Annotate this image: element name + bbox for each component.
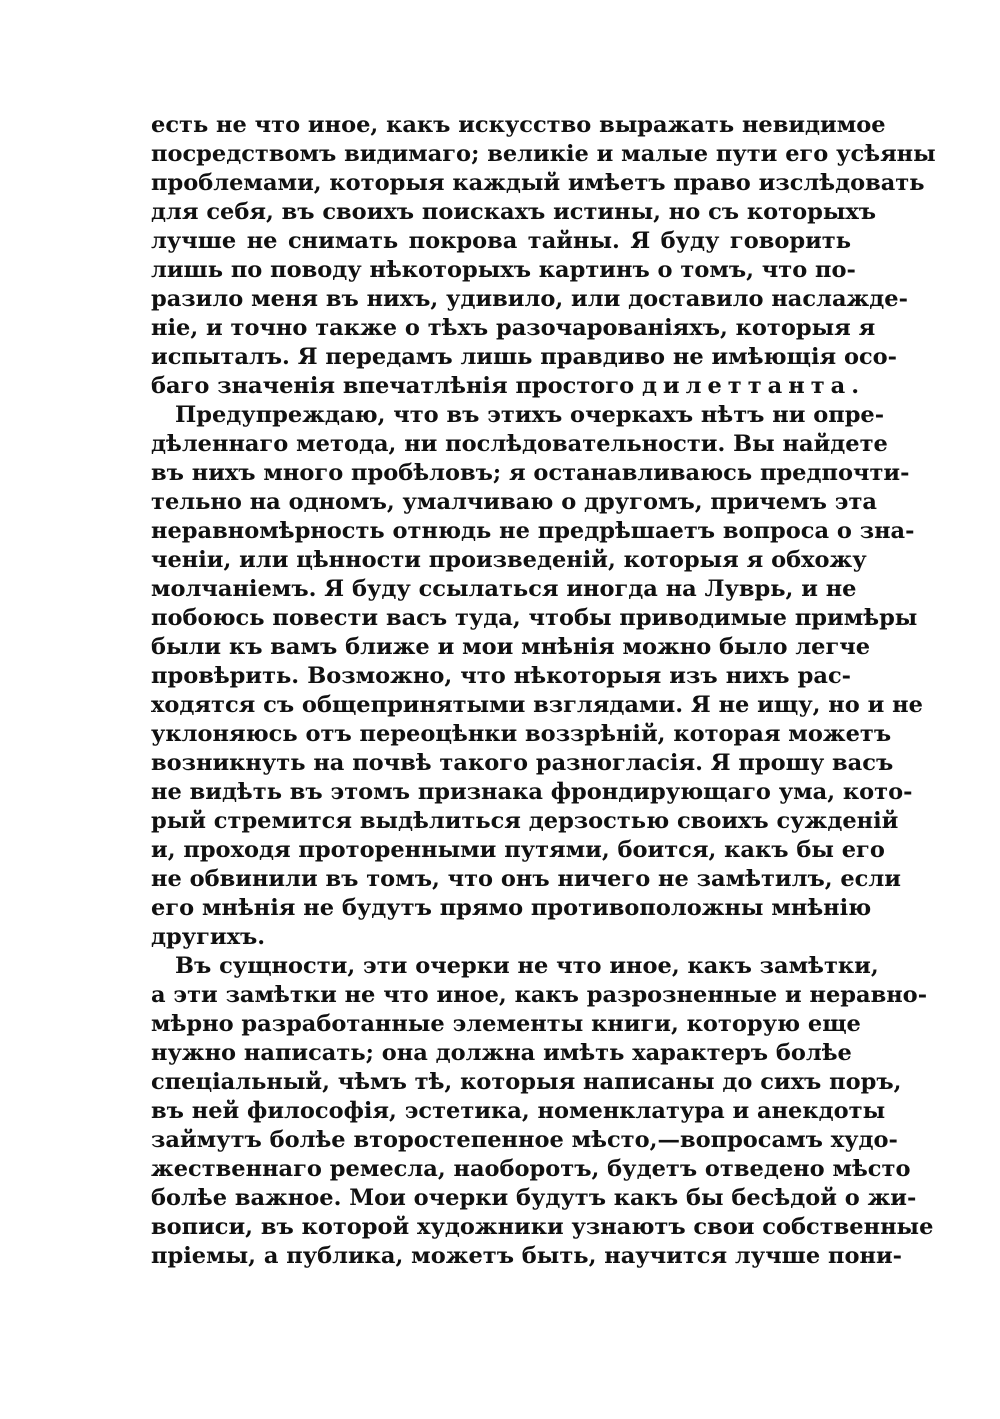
text-line: нужно написать; она должна имѣть характеръ болѣе	[151, 1040, 852, 1066]
text-line: неравномѣрность отнюдь не предрѣшаетъ вопроса о зна-	[151, 518, 915, 544]
text-line: ченіи, или цѣнности произведеній, которыя я обхожу	[151, 547, 867, 573]
text-line: тельно на одномъ, умалчиваю о другомъ, причемъ эта	[151, 489, 877, 515]
text-line: а эти замѣтки не что иное, какъ разрозненные и неравно-	[151, 982, 928, 1008]
text-line: были къ вамъ ближе и мои мнѣнія можно было легче	[151, 634, 871, 660]
text-line: не видѣть въ этомъ признака фрондирующаго ума, кото-	[151, 779, 913, 805]
text-line: дѣленнаго метода, ни послѣдовательности. Вы найдете	[151, 431, 888, 457]
page-text	[151, 111, 936, 1271]
text-line: спеціальный, чѣмъ тѣ, которыя написаны до сихъ поръ,	[151, 1069, 902, 1095]
text-line: испыталъ. Я передамъ лишь правдиво не имѣющія осо-	[151, 344, 897, 370]
text-line: другихъ.	[151, 924, 266, 950]
text-line: мѣрно разработанные элементы книги, которую еще	[151, 1011, 861, 1037]
text-line: возникнуть на почвѣ такого разногласія. Я прошу васъ	[151, 750, 894, 776]
text-line: въ нихъ много пробѣловъ; я останавливаюсь предпочти-	[151, 460, 910, 486]
emphasized-word: дилеттанта.	[641, 373, 866, 399]
paragraph	[151, 401, 923, 952]
text-line: уклоняюсь отъ переоцѣнки воззрѣній, которая можетъ	[151, 721, 892, 747]
text-line: ніе, и точно также о тѣхъ разочарованіяхъ, которыя я	[151, 315, 876, 341]
text-line: для себя, въ своихъ поискахъ истины, но съ которыхъ	[151, 199, 877, 225]
text-line: Въ сущности, эти очерки не что иное, какъ замѣтки,	[175, 953, 879, 979]
text-line: болѣе важное. Мои очерки будутъ какъ бы бесѣдой о жи-	[151, 1185, 917, 1211]
text-line: провѣрить. Возможно, что нѣкоторыя изъ нихъ рас-	[151, 663, 851, 689]
text-line: баго значенія впечатлѣнія простого дилеттанта.	[151, 373, 866, 399]
text-line: жественнаго ремесла, наоборотъ, будетъ отведено мѣсто	[151, 1156, 911, 1182]
paragraph	[151, 952, 934, 1271]
text-line: лишь по поводу нѣкоторыхъ картинъ о томъ, что по-	[151, 257, 856, 283]
text-line: проблемами, которыя каждый имѣетъ право изслѣдовать	[151, 170, 925, 196]
text-line: лучше не снимать покрова тайны. Я буду говорить	[151, 228, 851, 254]
text-line: рый стремится выдѣлиться дерзостью своихъ сужденій	[151, 808, 899, 834]
text-line: есть не что иное, какъ искусство выражать невидимое	[151, 112, 886, 138]
text-line: не обвинили въ томъ, что онъ ничего не замѣтилъ, если	[151, 866, 901, 892]
text-line: Предупреждаю, что въ этихъ очеркахъ нѣтъ ни опре-	[175, 402, 885, 428]
text-line: займутъ болѣе второстепенное мѣсто,—вопросамъ худо-	[151, 1127, 898, 1153]
text-line: въ ней философія, эстетика, номенклатура и анекдоты	[151, 1098, 886, 1124]
text-line: разило меня въ нихъ, удивило, или доставило наслажде-	[151, 286, 908, 312]
text-line: побоюсь повести васъ туда, чтобы приводимые примѣры	[151, 605, 918, 631]
text-line: его мнѣнія не будутъ прямо противоположны мнѣнію	[151, 895, 872, 921]
text-line: посредствомъ видимаго; великіе и малые пути его усѣяны	[151, 141, 936, 167]
text-line: пріемы, а публика, можетъ быть, научится лучше пони-	[151, 1243, 902, 1269]
text-line: ходятся съ общепринятыми взглядами. Я не ищу, но и не	[151, 692, 923, 718]
text-line: вописи, въ которой художники узнаютъ свои собственные	[151, 1214, 934, 1240]
text-line: и, проходя проторенными путями, боится, какъ бы его	[151, 837, 885, 863]
text-line: молчаніемъ. Я буду ссылаться иногда на Луврь, и не	[151, 576, 857, 602]
paragraph	[151, 111, 936, 401]
